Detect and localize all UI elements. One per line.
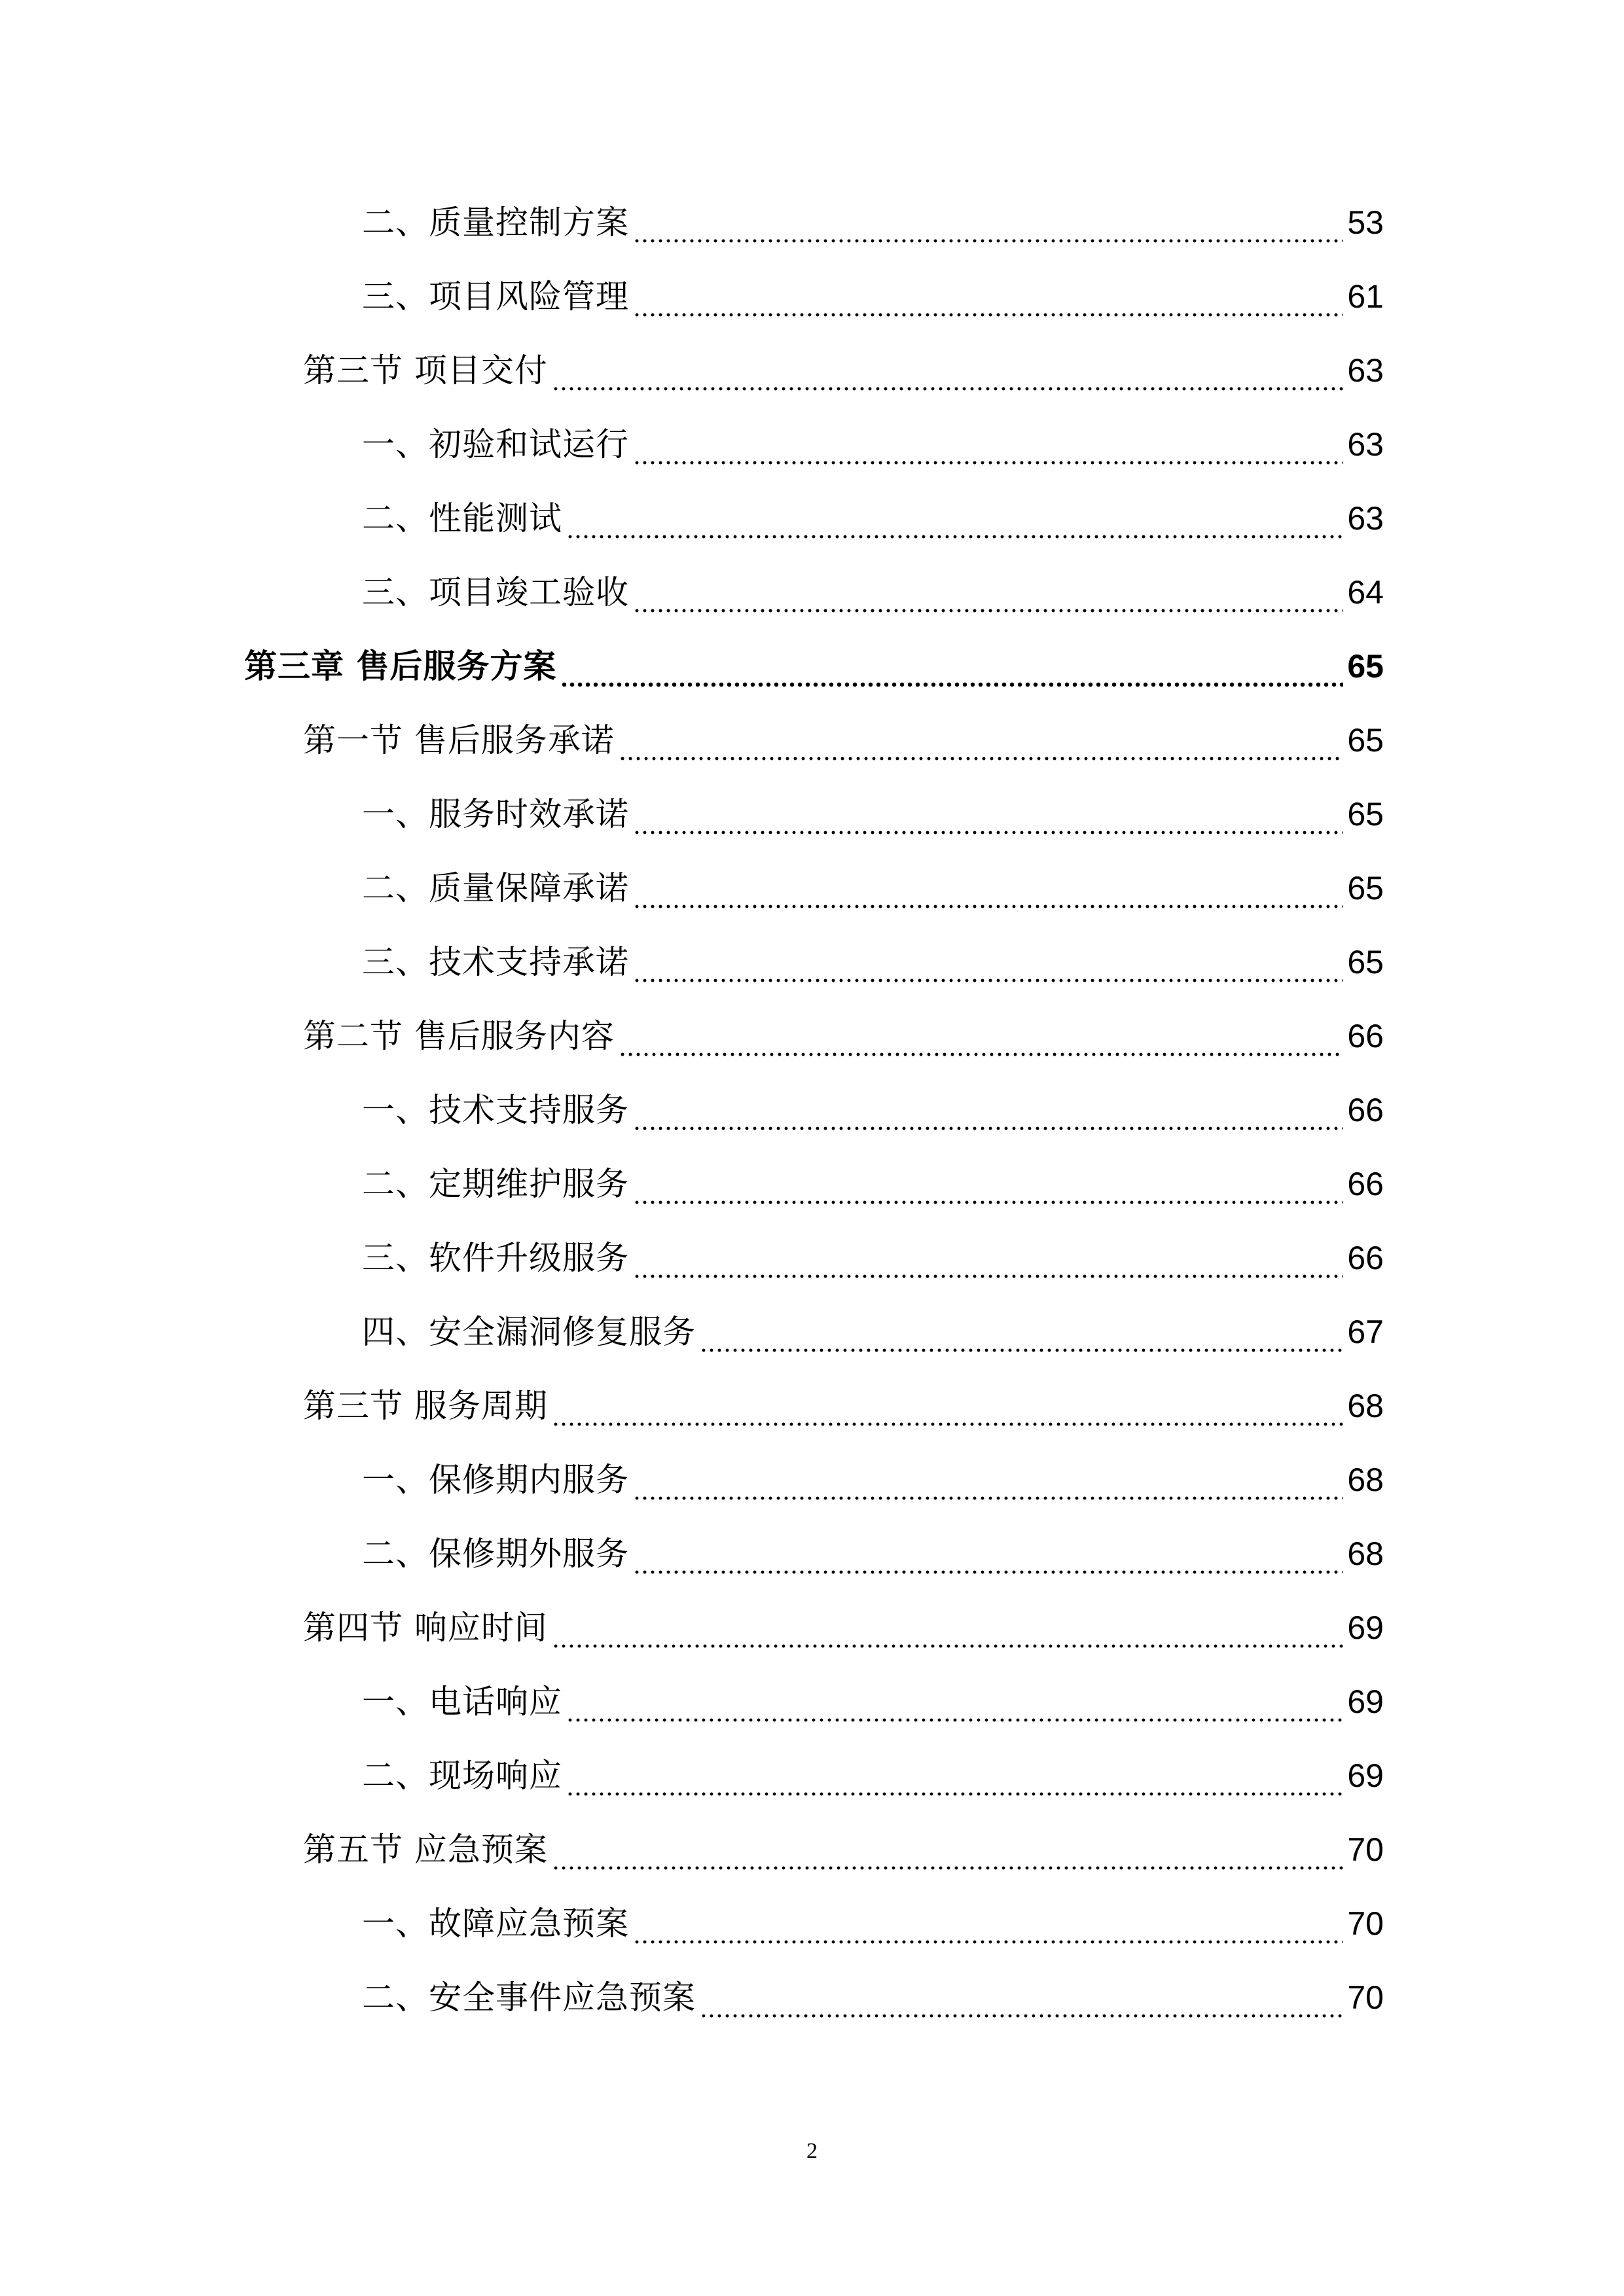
toc-entry-title: 一、故障应急预案 (362, 1905, 629, 1943)
toc-entry-title: 三、项目竣工验收 (362, 573, 629, 611)
toc-entry-page: 70 (1347, 1905, 1384, 1942)
page-number: 2 (806, 2139, 818, 2163)
toc-entry-page: 63 (1347, 426, 1384, 463)
toc-entry-title: 一、初验和试运行 (362, 425, 629, 463)
toc-entry[interactable] (362, 1676, 1384, 1728)
toc-dot-leader (700, 1971, 1343, 2024)
toc-dot-leader (566, 1676, 1343, 1728)
toc-entry-title: 第一节 售后服务承诺 (303, 721, 615, 759)
toc-entry-title: 一、电话响应 (362, 1683, 562, 1721)
toc-entry-page: 67 (1347, 1314, 1384, 1350)
toc-entry[interactable] (362, 1971, 1384, 2024)
toc-entry-page: 66 (1347, 1092, 1384, 1128)
toc-entry-title: 第四节 响应时间 (303, 1609, 548, 1647)
toc-entry-title: 三、软件升级服务 (362, 1239, 629, 1277)
toc-entry-title: 二、质量保障承诺 (362, 869, 629, 907)
toc-entry-title: 四、安全漏洞修复服务 (362, 1313, 696, 1351)
toc-entry[interactable] (362, 566, 1384, 619)
toc-entry-page: 70 (1347, 1831, 1384, 1868)
toc-entry-title: 二、定期维护服务 (362, 1165, 629, 1203)
toc-dot-leader (633, 270, 1343, 323)
toc-dot-leader (633, 1232, 1343, 1284)
toc-entry-page: 69 (1347, 1683, 1384, 1720)
toc-entry-page: 66 (1347, 1240, 1384, 1276)
toc-entry-title: 第三节 服务周期 (303, 1387, 548, 1425)
toc-dot-leader (633, 936, 1343, 988)
toc-entry-page: 68 (1347, 1535, 1384, 1572)
toc-entry[interactable] (303, 344, 1384, 397)
toc-entry[interactable] (362, 196, 1384, 249)
toc-entry-page: 68 (1347, 1388, 1384, 1424)
toc-entry-page: 68 (1347, 1462, 1384, 1498)
toc-dot-leader (566, 492, 1343, 545)
toc-entry[interactable] (362, 1454, 1384, 1506)
toc-entry[interactable] (303, 1823, 1384, 1876)
toc-dot-leader (552, 1380, 1343, 1432)
toc-entry-page: 69 (1347, 1609, 1384, 1646)
toc-entry[interactable] (303, 714, 1384, 766)
toc-dot-leader (700, 1306, 1343, 1358)
toc-entry[interactable] (362, 270, 1384, 323)
toc-entry-title: 三、项目风险管理 (362, 278, 629, 315)
toc-entry-page: 61 (1347, 278, 1384, 315)
toc-entry-page: 63 (1347, 352, 1384, 389)
toc-entry[interactable] (303, 1380, 1384, 1432)
toc-entry-title: 一、技术支持服务 (362, 1091, 629, 1129)
toc-entry-page: 64 (1347, 574, 1384, 611)
toc-dot-leader (633, 566, 1343, 619)
toc-dot-leader (633, 1897, 1343, 1950)
toc-entry[interactable] (362, 492, 1384, 545)
toc-dot-leader (633, 788, 1343, 840)
toc-entry[interactable] (362, 788, 1384, 840)
toc-dot-leader (633, 196, 1343, 249)
toc-entry-title: 二、质量控制方案 (362, 204, 629, 242)
toc-entry-page: 53 (1347, 204, 1384, 241)
toc-entry-page: 65 (1347, 796, 1384, 833)
toc-entry-page: 69 (1347, 1757, 1384, 1794)
toc-entry[interactable] (362, 1084, 1384, 1136)
toc-entry-page: 65 (1347, 944, 1384, 980)
toc-dot-leader (633, 862, 1343, 914)
toc-entry-title: 二、安全事件应急预案 (362, 1979, 696, 2017)
toc-entry[interactable] (362, 1232, 1384, 1284)
toc-dot-leader (633, 418, 1343, 471)
toc-dot-leader (633, 1158, 1343, 1210)
toc-entry-title: 第五节 应急预案 (303, 1831, 548, 1869)
toc-entry-title: 一、服务时效承诺 (362, 795, 629, 833)
toc-entry-title: 二、性能测试 (362, 499, 562, 537)
toc-entry[interactable] (362, 418, 1384, 471)
toc-entry-title: 二、现场响应 (362, 1757, 562, 1795)
toc-entry-page: 70 (1347, 1979, 1384, 2016)
toc-entry-title: 三、技术支持承诺 (362, 943, 629, 981)
toc-dot-leader (552, 1823, 1343, 1876)
toc-entry[interactable] (362, 1897, 1384, 1950)
toc-dot-leader (552, 344, 1343, 397)
toc-dot-leader (619, 714, 1343, 766)
toc-entry-page: 66 (1347, 1166, 1384, 1202)
toc-entry[interactable] (362, 936, 1384, 988)
toc-entry-title: 第三节 项目交付 (303, 351, 548, 389)
toc-dot-leader (566, 1749, 1343, 1802)
toc-entry[interactable] (362, 1158, 1384, 1210)
toc-dot-leader (633, 1454, 1343, 1506)
toc-entry-page: 66 (1347, 1018, 1384, 1054)
toc-entry-title: 一、保修期内服务 (362, 1461, 629, 1499)
toc-entry-title: 第三章 售后服务方案 (244, 647, 557, 685)
toc-entry[interactable] (303, 1602, 1384, 1654)
toc-dot-leader (633, 1528, 1343, 1580)
toc-entry-page: 65 (1347, 870, 1384, 906)
toc-dot-leader (619, 1010, 1343, 1062)
toc-entry[interactable] (362, 1528, 1384, 1580)
toc-entry[interactable] (362, 862, 1384, 914)
toc-entry-page: 65 (1347, 722, 1384, 759)
toc-entry-page: 65 (1347, 648, 1384, 685)
toc-entry-page: 63 (1347, 500, 1384, 537)
toc-entry[interactable] (362, 1749, 1384, 1802)
toc-entry-title: 第二节 售后服务内容 (303, 1017, 615, 1055)
toc-dot-leader (560, 640, 1343, 692)
toc-entry-title: 二、保修期外服务 (362, 1535, 629, 1573)
toc-entry[interactable] (303, 1010, 1384, 1062)
toc-entry-chapter[interactable] (244, 640, 1384, 692)
toc-dot-leader (552, 1602, 1343, 1654)
toc-dot-leader (633, 1084, 1343, 1136)
toc-entry[interactable] (362, 1306, 1384, 1358)
